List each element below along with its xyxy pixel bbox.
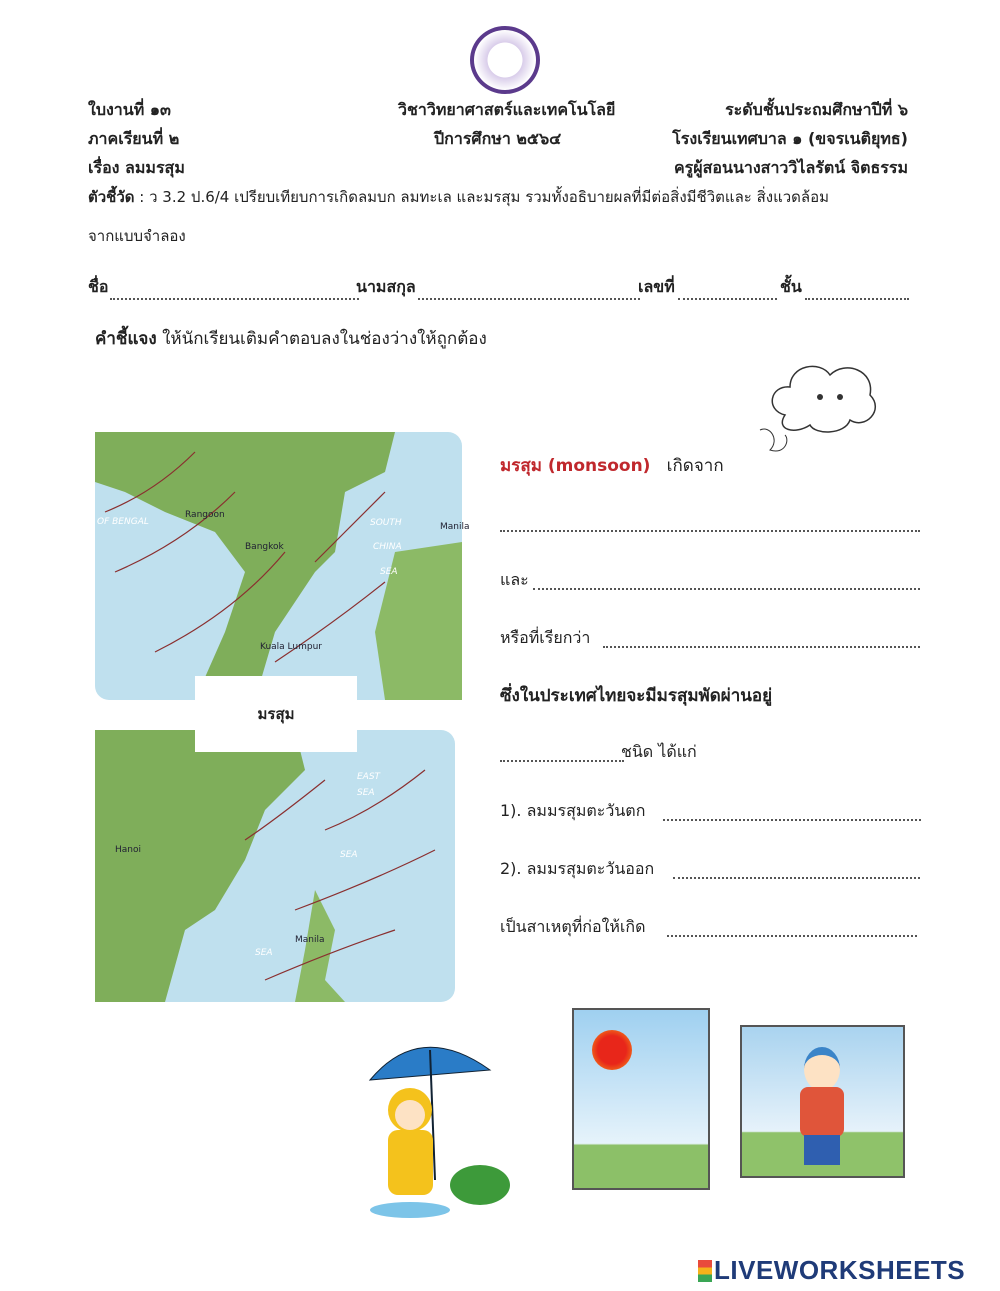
cause-input-2[interactable] (533, 568, 920, 590)
indicator-label: ตัวชี้วัด (88, 188, 135, 206)
southwest-monsoon-label: 1). ลมมรสุมตะวันตก (500, 801, 646, 820)
map-caption: มรสุม (257, 705, 295, 723)
class-label: ชั้น (780, 277, 802, 296)
map-label: Manila (295, 935, 325, 945)
indicator-text-2: จากแบบจำลอง (88, 227, 186, 245)
name-label: ชื่อ (88, 277, 109, 296)
map-label: Manila (440, 522, 470, 532)
school-name: โรงเรียนเทศบาล ๑ (ขจรเนติยุทธ) (672, 129, 908, 148)
indicator-text: : ว 3.2 ป.6/4 เปรียบเทียบการเกิดลมบก ลมทะเล และมรสุม รวมทั้งอธิบายผลที่มีต่อสิ่งมีชีวิตและ สิ่งแวดล้อม (134, 188, 829, 206)
cause-effect-input[interactable] (667, 915, 917, 937)
brand-name: LIVEWORKSHEETS (714, 1255, 966, 1285)
class-input[interactable] (805, 278, 909, 300)
map-label: SEA (255, 948, 273, 958)
wind-cloud-illustration (755, 355, 885, 465)
instructions-text: ให้นักเรียนเติมคำตอบลงในช่องว่างให้ถูกต้อง (156, 329, 487, 349)
northeast-monsoon-input[interactable] (673, 857, 920, 879)
map-label: SEA (357, 788, 375, 798)
map-label: CHINA (373, 542, 402, 552)
types-count-input[interactable] (500, 740, 624, 762)
map-label: Rangoon (185, 510, 225, 520)
also-called-label: หรือที่เรียกว่า (500, 628, 591, 647)
surname-input[interactable] (418, 278, 640, 300)
map-label: OF BENGAL (97, 517, 149, 527)
monsoon-map-southwest (95, 432, 470, 700)
map-label: SOUTH (370, 518, 402, 528)
sun-icon (592, 1030, 632, 1070)
map-label: Kuala Lumpur (260, 642, 322, 652)
monsoon-map-northeast (95, 730, 455, 1002)
also-called-input[interactable] (603, 626, 920, 648)
monsoon-title: มรสุม (monsoon) (500, 456, 651, 476)
northeast-monsoon-label: 2). ลมมรสุมตะวันออก (500, 859, 655, 878)
caused-by-label: เกิดจาก (666, 456, 724, 476)
thailand-heading: ซึ่งในประเทศไทยจะมีมรสุมพัดผ่านอยู่ (500, 686, 773, 706)
liveworksheets-logo (698, 1255, 965, 1286)
subject: วิชาวิทยาศาสตร์และเทคโนโลยี (398, 100, 616, 119)
types-label: ชนิด ได้แก่ (621, 742, 697, 761)
worksheet-number: ใบงานที่ ๑๓ (88, 100, 171, 119)
map-label: SEA (340, 850, 358, 860)
map-label: SEA (380, 567, 398, 577)
map-label: Hanoi (115, 845, 141, 855)
name-input[interactable] (110, 278, 359, 300)
grade-level: ระดับชั้นประถมศึกษาปีที่ ๖ (725, 100, 908, 119)
map-label: Bangkok (245, 542, 284, 552)
number-input[interactable] (678, 278, 777, 300)
semester: ภาคเรียนที่ ๒ (88, 129, 180, 148)
academic-year: ปีการศึกษา ๒๕๖๔ (434, 129, 562, 148)
topic: เรื่อง ลมมรสุม (88, 158, 185, 177)
instructions-label: คำชี้แจง (95, 329, 157, 349)
winter-boy-illustration (740, 1025, 905, 1178)
number-label: เลขที่ (638, 277, 675, 296)
and-label: และ (500, 570, 529, 589)
school-logo (470, 26, 540, 94)
summer-sun-illustration (572, 1008, 710, 1190)
cause-input-1[interactable] (500, 510, 920, 532)
map-label: EAST (357, 772, 381, 782)
rainy-season-girl-illustration (350, 1030, 535, 1230)
teacher: ครูผู้สอนนางสาววิไลรัตน์ จิตธรรม (673, 158, 908, 177)
surname-label: นามสกุล (356, 277, 416, 296)
southwest-monsoon-input[interactable] (663, 799, 921, 821)
map-caption-box (195, 676, 357, 752)
cause-effect-label: เป็นสาเหตุที่ก่อให้เกิด (500, 917, 646, 936)
